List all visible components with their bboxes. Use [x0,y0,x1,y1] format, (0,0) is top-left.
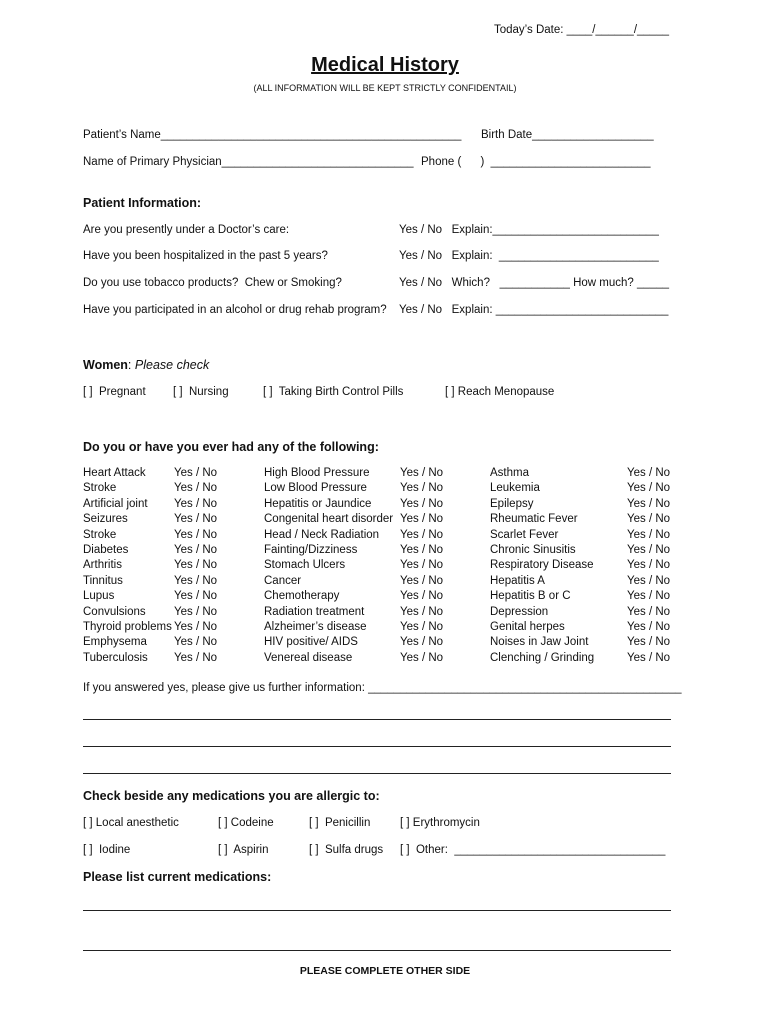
condition-yes-no[interactable]: Yes / No [174,544,218,556]
condition-yes-no[interactable]: Yes / No [400,574,444,587]
patient-name-field[interactable]: Patient’s Name_______________________________________________ [83,129,462,141]
medications-line-1[interactable] [83,910,671,911]
condition-yes-no[interactable]: Yes / No [400,651,444,664]
checkbox-birth-control[interactable]: [ ] Taking Birth Control Pills [263,386,404,398]
condition-label: Emphysema [83,636,147,649]
condition-yes-no[interactable]: Yes / No [174,467,218,479]
condition-yes-no[interactable]: Yes / No [627,513,671,526]
condition-label: Lupus [83,590,115,603]
allergy-other[interactable]: [ ] Other: _________________________________ [400,844,666,856]
checkbox-menopause[interactable]: [ ] Reach Menopause [445,386,555,398]
condition-label: Convulsions [83,605,146,618]
condition-yes-no[interactable]: Yes / No [627,482,671,495]
condition-yes-no[interactable]: Yes / No [400,467,444,479]
allergy-erythromycin[interactable]: [ ] Erythromycin [400,817,480,829]
checkbox-nursing[interactable]: [ ] Nursing [173,386,229,398]
medications-heading: Please list current medications: [83,870,272,884]
primary-physician-field[interactable]: Name of Primary Physician______________________________ [83,156,414,168]
condition-label: Alzheimer’s disease [264,621,367,633]
condition-yes-no[interactable]: Yes / No [174,590,218,603]
allergies-heading: Check beside any medications you are allergic to: [83,789,380,803]
condition-yes-no[interactable]: Yes / No [627,605,671,618]
answer-hospitalized[interactable]: Yes / No Explain: _________________________ [399,250,659,262]
condition-yes-no[interactable]: Yes / No [627,636,671,649]
condition-yes-no[interactable]: Yes / No [174,513,218,526]
condition-yes-no[interactable]: Yes / No [174,574,218,587]
conditions-heading: Do you or have you ever had any of the following: [83,440,379,454]
condition-label: Artificial joint [83,497,148,510]
condition-label: Asthma [490,467,529,479]
condition-label: Leukemia [490,482,540,495]
question-tobacco: Do you use tobacco products? Chew or Smoking? [83,277,342,289]
allergy-penicillin[interactable]: [ ] Penicillin [309,817,371,829]
condition-label: Clenching / Grinding [490,651,595,664]
condition-yes-no[interactable]: Yes / No [400,497,444,510]
women-label: Women [83,358,128,372]
condition-yes-no[interactable]: Yes / No [400,636,444,649]
condition-label: Radiation treatment [264,605,365,618]
complete-other-side-note: PLEASE COMPLETE OTHER SIDE [299,965,471,977]
condition-label: Hepatitis B or C [490,590,571,603]
condition-label: Chemotherapy [264,590,340,603]
further-info-line-3[interactable] [83,773,671,774]
condition-label: Depression [490,605,549,618]
condition-label: Stomach Ulcers [264,559,346,572]
condition-label: Noises in Jaw Joint [490,636,589,649]
condition-yes-no[interactable]: Yes / No [174,559,218,572]
further-info-line-2[interactable] [83,746,671,747]
women-colon: : [127,358,135,372]
condition-yes-no[interactable]: Yes / No [174,482,218,495]
further-info-line-1[interactable] [83,719,671,720]
allergy-sulfa-drugs[interactable]: [ ] Sulfa drugs [309,844,384,856]
condition-label: Scarlet Fever [490,528,559,541]
patient-information-heading: Patient Information: [83,196,202,210]
condition-yes-no[interactable]: Yes / No [627,651,671,664]
condition-yes-no[interactable]: Yes / No [400,544,444,556]
condition-yes-no[interactable]: Yes / No [400,513,444,526]
condition-yes-no[interactable]: Yes / No [174,651,218,664]
condition-label: Arthritis [83,559,122,572]
condition-label: Fainting/Dizziness [264,544,358,556]
condition-yes-no[interactable]: Yes / No [400,605,444,618]
question-doctor-care: Are you presently under a Doctor’s care: [83,224,290,236]
condition-label: Stroke [83,528,117,541]
condition-yes-no[interactable]: Yes / No [400,590,444,603]
condition-yes-no[interactable]: Yes / No [174,528,218,541]
condition-yes-no[interactable]: Yes / No [400,559,444,572]
condition-label: Stroke [83,482,117,495]
condition-label: Diabetes [83,544,129,556]
medications-line-2[interactable] [83,950,671,951]
todays-date-field[interactable]: Today’s Date: ____/______/_____ [494,24,669,36]
condition-yes-no[interactable]: Yes / No [627,574,671,587]
condition-label: Hepatitis or Jaundice [264,497,372,510]
condition-yes-no[interactable]: Yes / No [627,590,671,603]
condition-label: Hepatitis A [490,574,545,587]
answer-rehab[interactable]: Yes / No Explain: ___________________________ [399,304,669,316]
further-info-field[interactable]: If you answered yes, please give us further information: _________________________________________________ [83,682,682,694]
condition-label: Epilepsy [490,497,534,510]
condition-yes-no[interactable]: Yes / No [174,605,218,618]
condition-yes-no[interactable]: Yes / No [400,621,444,633]
women-section [83,358,209,372]
condition-label: Thyroid problems [83,621,172,633]
question-rehab: Have you participated in an alcohol or drug rehab program? [83,304,387,316]
condition-yes-no[interactable]: Yes / No [627,544,671,556]
condition-yes-no[interactable]: Yes / No [627,621,671,633]
condition-yes-no[interactable]: Yes / No [627,497,671,510]
condition-label: Heart Attack [83,467,146,479]
condition-yes-no[interactable]: Yes / No [174,636,218,649]
condition-label: HIV positive/ AIDS [264,636,358,649]
condition-label: Chronic Sinusitis [490,544,576,556]
condition-yes-no[interactable]: Yes / No [174,621,218,633]
condition-label: Congenital heart disorder [264,513,394,526]
answer-tobacco[interactable]: Yes / No Which? ___________ How much? _____ [399,277,670,289]
allergy-aspirin[interactable]: [ ] Aspirin [218,844,269,856]
allergy-local-anesthetic[interactable]: [ ] Local anesthetic [83,817,179,829]
condition-label: High Blood Pressure [264,467,370,479]
condition-yes-no[interactable]: Yes / No [400,528,444,541]
condition-label: Tinnitus [83,574,123,587]
answer-doctor-care[interactable]: Yes / No Explain:__________________________ [399,224,659,236]
birth-date-field[interactable]: Birth Date___________________ [481,129,654,141]
condition-yes-no[interactable]: Yes / No [174,497,218,510]
allergy-iodine[interactable]: [ ] Iodine [83,844,131,856]
confidential-note: (ALL INFORMATION WILL BE KEPT STRICTLY CONFIDENTAIL) [253,83,517,93]
condition-label: Rheumatic Fever [490,513,578,526]
condition-label: Cancer [264,574,302,587]
condition-label: Low Blood Pressure [264,482,367,495]
condition-yes-no[interactable]: Yes / No [627,528,671,541]
phone-field[interactable]: Phone ( ) _________________________ [421,156,651,168]
condition-yes-no[interactable]: Yes / No [627,467,671,479]
condition-label: Genital herpes [490,621,565,633]
page-title: Medical History [311,54,459,76]
condition-yes-no[interactable]: Yes / No [400,482,444,495]
women-instruction: Please check [134,358,210,372]
allergy-codeine[interactable]: [ ] Codeine [218,817,274,829]
condition-label: Head / Neck Radiation [264,528,380,541]
checkbox-pregnant[interactable]: [ ] Pregnant [83,386,146,398]
condition-label: Seizures [83,513,128,526]
condition-label: Venereal disease [264,651,353,664]
condition-yes-no[interactable]: Yes / No [627,559,671,572]
condition-label: Tuberculosis [83,651,148,664]
question-hospitalized: Have you been hospitalized in the past 5 years? [83,250,328,262]
condition-label: Respiratory Disease [490,559,594,572]
